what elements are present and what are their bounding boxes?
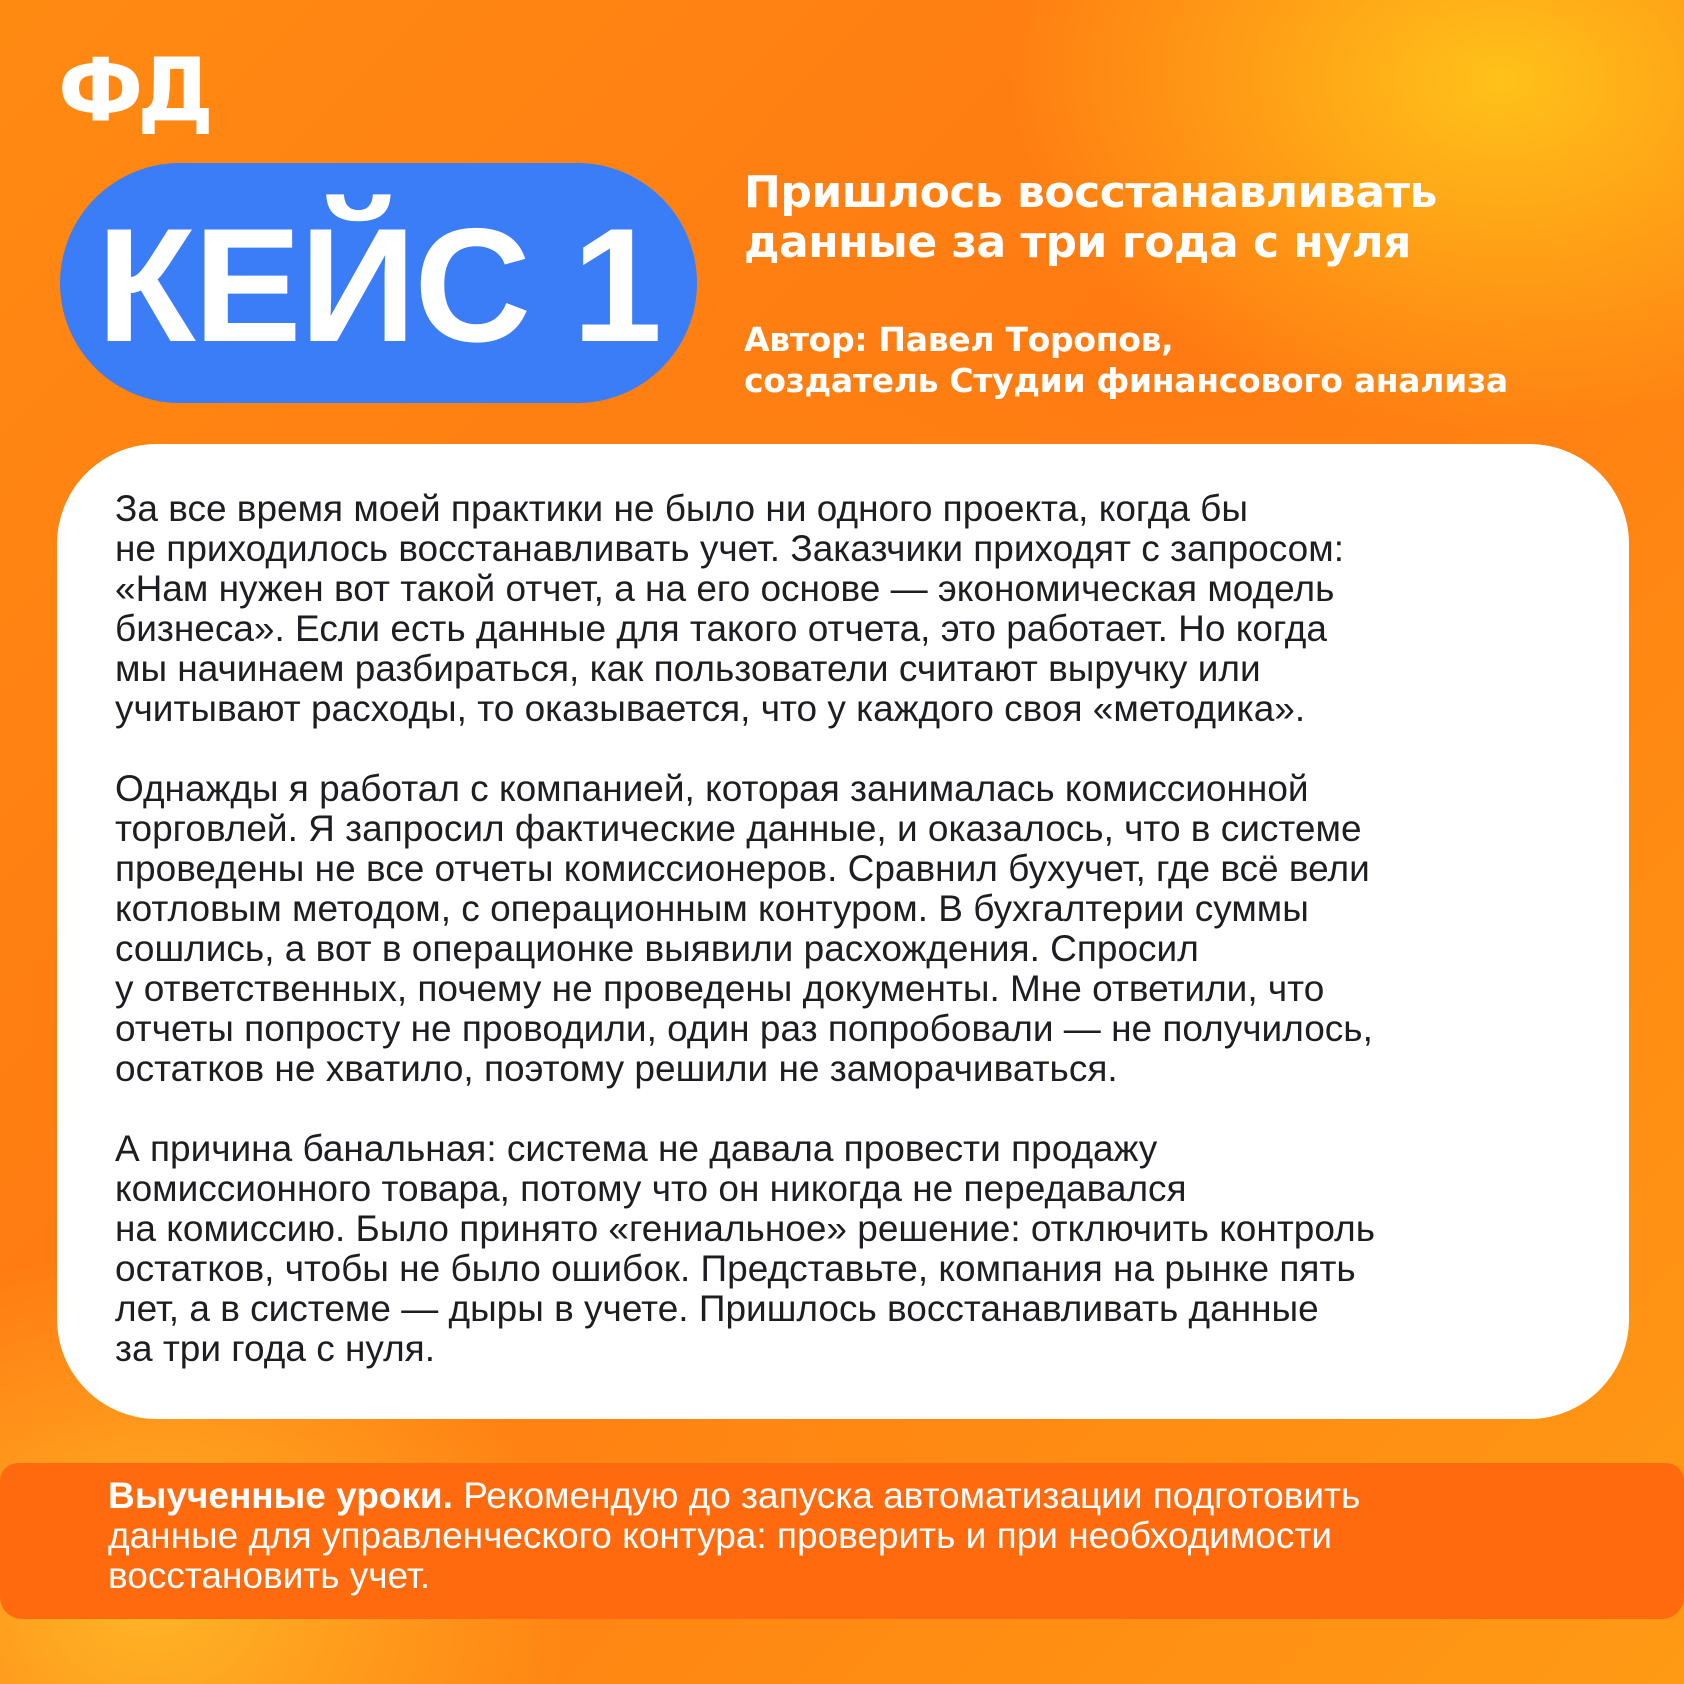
text-line: лет, а в системе — дыры в учете. Пришлось восстанавливать данные: [115, 1288, 1319, 1329]
lessons-line: восстановить учет.: [108, 1555, 431, 1596]
lessons-line: [108, 1476, 1664, 1516]
text-line: За все время моей практики не было ни одного проекта, когда бы: [115, 488, 1248, 529]
lessons-label: Выученные уроки.: [108, 1475, 453, 1516]
text-line: мы начинаем разбираться, как пользователи считают выручку или: [115, 648, 1261, 689]
text-line: остатков, чтобы не было ошибок. Представьте, компания на рынке пять: [115, 1248, 1356, 1289]
story-paragraph-3: [115, 1129, 1579, 1369]
lessons-band: [0, 1463, 1684, 1619]
text-line: бизнеса». Если есть данные для такого отчета, это работает. Но когда: [115, 608, 1327, 649]
story-paragraph-1: [115, 489, 1579, 729]
text-line: проведены не все отчеты комиссионеров. Сравнил бухучет, где всё вели: [115, 848, 1370, 889]
headline-line: Пришлось восстанавливать: [744, 167, 1437, 218]
case-badge: [60, 163, 697, 403]
headline-line: данные за три года с нуля: [744, 217, 1411, 268]
text-line: не приходилось восстанавливать учет. Заказчики приходят с запросом:: [115, 528, 1344, 569]
text-line: отчеты попросту не проводили, один раз попробовали — не получилось,: [115, 1008, 1373, 1049]
story-paragraph-2: [115, 769, 1579, 1089]
headline: [744, 168, 1644, 268]
case-label: КЕЙС 1: [96, 195, 661, 376]
text-line: за три года с нуля.: [115, 1328, 435, 1369]
text-line: котловым методом, с операционным контуром. В бухгалтерии суммы: [115, 888, 1309, 929]
lessons-line: данные для управленческого контура: проверить и при необходимости: [108, 1515, 1332, 1556]
text-line: А причина банальная: система не давала провести продажу: [115, 1128, 1158, 1169]
text-line: торговлей. Я запросил фактические данные, и оказалось, что в системе: [115, 808, 1362, 849]
author-line: создатель Студии финансового анализа: [744, 361, 1508, 400]
text-line: комиссионного товара, потому что он никогда не передавался: [115, 1168, 1187, 1209]
story-card: [57, 444, 1629, 1419]
text-line: Однажды я работал с компанией, которая занималась комиссионной: [115, 768, 1309, 809]
lessons-text: Рекомендую до запуска автоматизации подготовить: [463, 1475, 1361, 1516]
author-credit: [744, 319, 1644, 401]
brand-logo: ФД: [58, 40, 208, 142]
text-line: «Нам нужен вот такой отчет, а на его основе — экономическая модель: [115, 568, 1335, 609]
author-line: Автор: Павел Торопов,: [744, 320, 1174, 359]
text-line: у ответственных, почему не проведены документы. Мне ответили, что: [115, 968, 1325, 1009]
text-line: на комиссию. Было принято «гениальное» решение: отключить контроль: [115, 1208, 1375, 1249]
text-line: остатков не хватило, поэтому решили не заморачиваться.: [115, 1048, 1118, 1089]
text-line: сошлись, а вот в операционке выявили расхождения. Спросил: [115, 928, 1199, 969]
text-line: учитывают расходы, то оказывается, что у каждого своя «методика».: [115, 688, 1306, 729]
